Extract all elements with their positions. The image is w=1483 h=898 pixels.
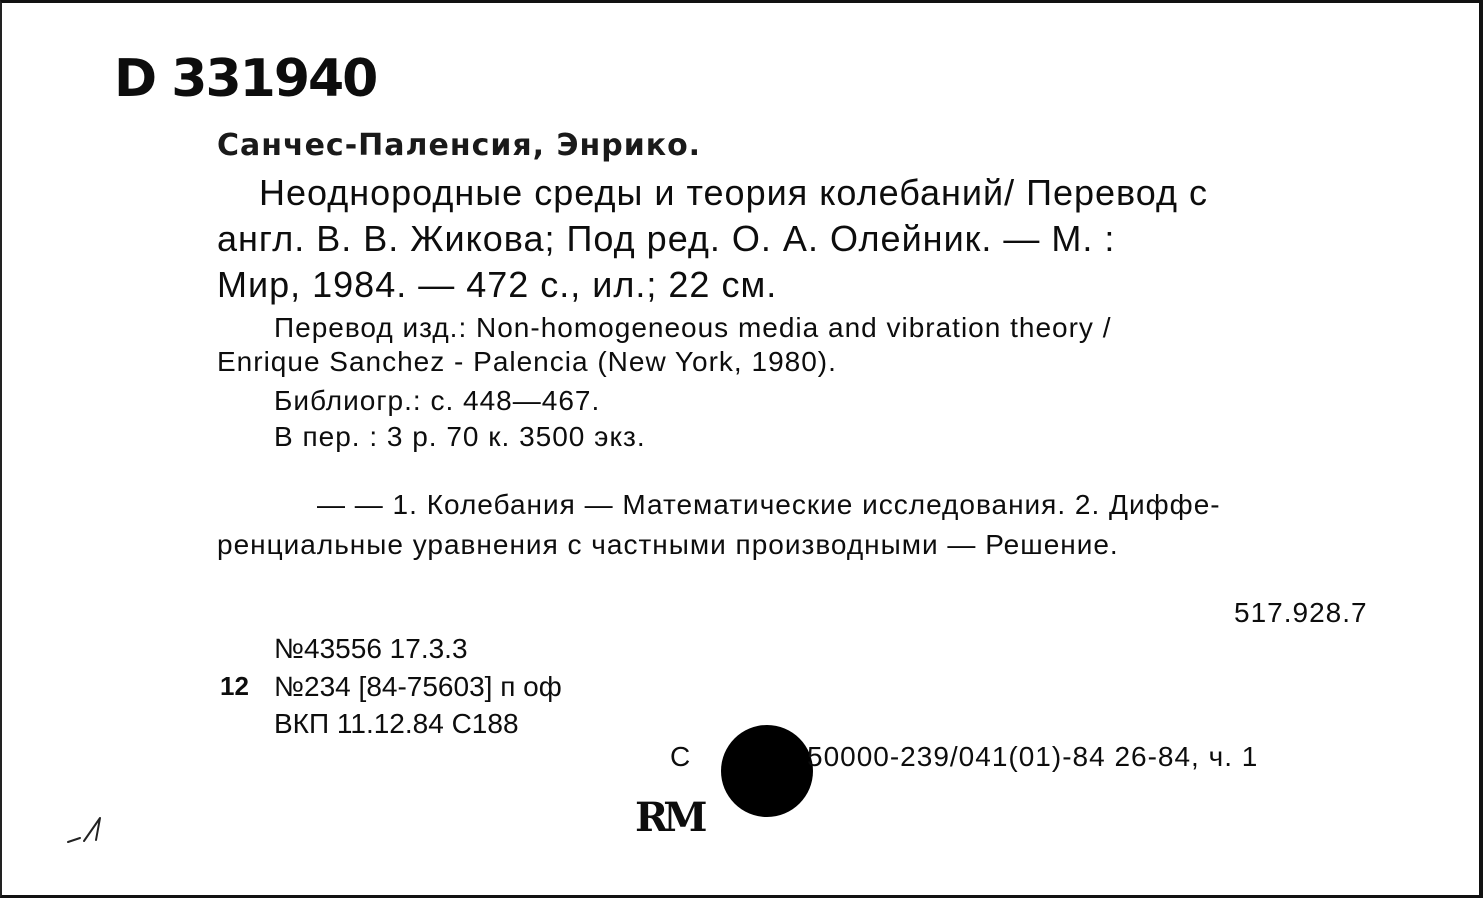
- punch-hole: [721, 725, 813, 817]
- title-line-2: англ. В. В. Жикова; Под ред. О. А. Олейник. — М. :: [217, 218, 1116, 259]
- note-original-title-1: Перевод изд.: Non-homogeneous media and vibration theory /: [274, 312, 1112, 343]
- call-number: D 331940: [114, 49, 377, 109]
- subject-line-2: ренциальные уравнения с частными производными — Решение.: [217, 529, 1119, 560]
- note-bibliography: Библиогр.: с. 448—467.: [274, 385, 601, 416]
- author-heading: Санчес-Паленсия, Энрико.: [217, 128, 702, 163]
- pencil-mark-icon: [62, 808, 112, 848]
- catalog-code: 50000-239/041(01)-84 26-84, ч. 1: [807, 741, 1259, 772]
- title-line-3: Мир, 1984. — 472 с., ил.; 22 см.: [217, 264, 778, 305]
- record-number: №43556 17.3.3: [274, 633, 468, 664]
- library-stamp: RM: [635, 794, 703, 841]
- subject-line-1: — — 1. Колебания — Математические исследования. 2. Диффе-: [317, 489, 1221, 520]
- copy-number: 12: [220, 671, 249, 701]
- udc-code: 517.928.7: [1234, 597, 1368, 628]
- title-line-1: Неоднородные среды и теория колебаний/ Перевод с: [259, 172, 1209, 213]
- printer-info: ВКП 11.12.84 С188: [274, 708, 519, 739]
- note-original-title-2: Enrique Sanchez - Palencia (New York, 1980).: [217, 346, 837, 377]
- order-number: №234 [84-75603] п оф: [274, 671, 562, 702]
- note-price-print-run: В пер. : 3 р. 70 к. 3500 экз.: [274, 421, 646, 452]
- isbn-prefix: С: [670, 741, 691, 772]
